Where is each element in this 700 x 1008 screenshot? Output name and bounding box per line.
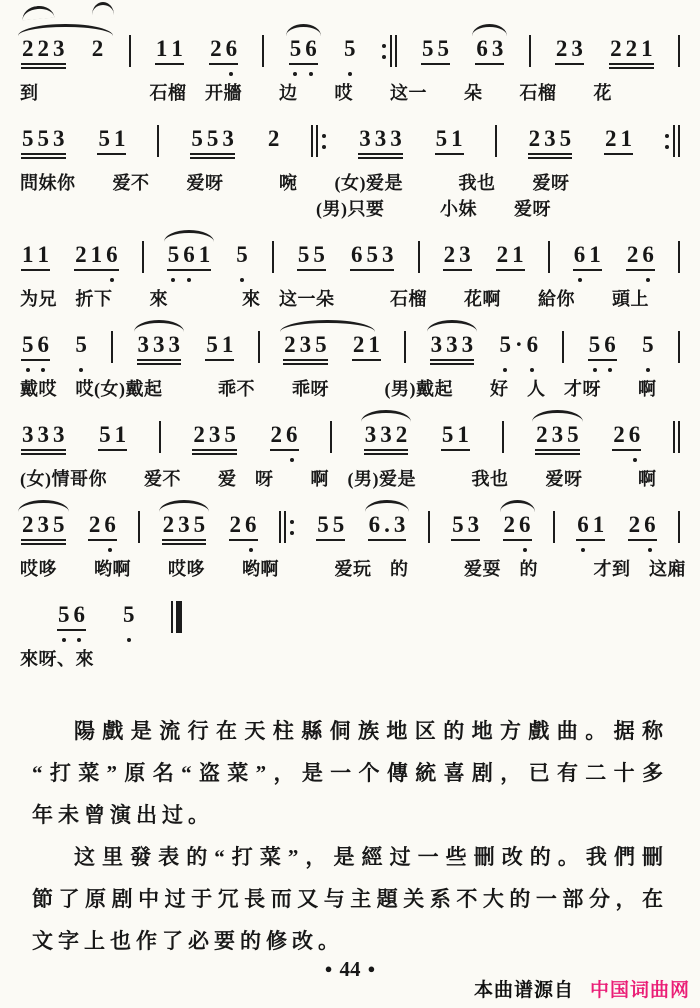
barline-stroke — [284, 511, 286, 543]
music-system — [16, 110, 684, 222]
note-group: 5 6 1 — [166, 242, 213, 268]
slur-icon — [532, 410, 583, 422]
note-group: 5 6 — [588, 332, 616, 357]
barline-stroke — [529, 35, 531, 67]
paragraph-line: 年未曾演出过。 — [32, 803, 214, 827]
repeat-dots-icon — [289, 512, 295, 542]
note-group: 2 3 5 — [282, 332, 329, 358]
lyrics-line: 來呀、來 — [20, 649, 94, 669]
note-group: 3 3 3 — [359, 126, 402, 151]
barline-stroke — [404, 331, 406, 363]
note-group: 5 6 — [288, 36, 319, 62]
music-system — [16, 226, 684, 312]
repeat-dots-icon — [664, 126, 670, 156]
barline — [157, 126, 159, 156]
note-group: 6 3 — [474, 36, 505, 62]
lyrics-line: 哎哆 哟啊 哎哆 哟啊 爱玩 的 爱耍 的 才到 这廂 — [20, 559, 686, 579]
notation-line — [16, 406, 684, 466]
slur-icon — [365, 500, 410, 512]
barline — [279, 512, 295, 542]
note-group: 2 3 5 — [193, 422, 236, 447]
note-group: 5 5 3 — [191, 126, 234, 151]
barline-stroke — [548, 241, 550, 273]
barline — [495, 126, 497, 156]
slur-icon — [18, 500, 69, 512]
barline-stroke — [678, 331, 680, 363]
barline-stroke — [390, 35, 392, 67]
page-number-value: 44 — [339, 957, 361, 981]
note-group: 2 1 — [605, 126, 633, 151]
note-group: 2 6 — [210, 36, 238, 61]
barline-stroke — [678, 241, 680, 273]
note-group: 5 1 — [99, 422, 127, 447]
note-group: 2 3 5 — [20, 512, 67, 538]
note-group: 5 — [343, 36, 356, 61]
score — [16, 20, 684, 672]
note-group: 5 — [236, 242, 248, 267]
barline-stroke — [553, 511, 555, 543]
note-group: 5 1 — [441, 422, 469, 447]
paragraph-line: 陽戲是流行在天柱縣侗族地区的地方戲曲。据称 — [74, 719, 668, 743]
slur-icon — [280, 320, 375, 332]
page-number-bullet: ● — [367, 961, 376, 976]
barline — [502, 422, 504, 452]
barline-stroke — [428, 511, 430, 543]
barline — [428, 512, 430, 542]
music-system — [16, 496, 684, 582]
watermark-site: 中国词曲网 — [589, 980, 690, 1001]
note-group: 2 3 — [555, 36, 583, 61]
barline-stroke — [157, 125, 159, 157]
note-group: 3 3 3 — [22, 422, 65, 447]
note-group: 5 — [642, 332, 654, 357]
repeat-dots-icon — [381, 36, 387, 66]
note-group: 5 5 — [422, 36, 450, 61]
note-group: 5 1 — [206, 332, 234, 357]
lyrics-line: 到 石榴 开牆 边 哎 这一 朵 石榴 花 — [20, 83, 612, 103]
lyrics-line: (女)情哥你 爱不 爱 呀 啊 (男)爱是 我也 爱呀 啊 — [20, 469, 657, 489]
barline-stroke — [678, 421, 680, 453]
paragraph-line: 这里發表的“打菜”，是經过一些刪改的。我們刪 — [74, 845, 668, 869]
barline-stroke — [272, 241, 274, 273]
barline-stroke — [159, 421, 161, 453]
barline — [673, 422, 680, 452]
slur-icon — [500, 500, 535, 512]
barline — [142, 242, 144, 272]
note-group: 2 6 — [613, 422, 641, 447]
barline — [311, 126, 327, 156]
barline-stroke — [111, 331, 113, 363]
barline — [129, 36, 131, 66]
notation-line — [16, 496, 684, 556]
note-group: 5 · 6 — [499, 332, 539, 357]
slur-icon — [427, 320, 478, 332]
note-group: 5 1 — [98, 126, 126, 151]
barline — [138, 512, 140, 542]
paragraph-line: 節了原剧中过于冗長而又与主題关系不大的一部分，在 — [32, 887, 668, 911]
notation-line — [16, 110, 684, 170]
barline-stroke — [330, 421, 332, 453]
note-group: 3 3 2 — [363, 422, 410, 448]
note-group: 6 . 3 — [367, 512, 408, 538]
music-system — [16, 586, 684, 672]
note-group: 2 6 — [626, 242, 654, 267]
barline-stroke — [142, 241, 144, 273]
barline — [381, 36, 397, 66]
repeat-dots-icon — [321, 126, 327, 156]
lyrics-line: (男)只要 小妹 爱呀 — [20, 199, 551, 219]
note-group: 2 6 — [628, 512, 656, 537]
note-group: 2 1 6 — [75, 242, 118, 267]
paragraph-line: “打菜”原名“盗菜”，是一个傳統喜剧，已有二十多 — [32, 761, 668, 785]
barline-stroke — [678, 35, 680, 67]
barline — [678, 512, 680, 542]
barline — [418, 242, 420, 272]
barline-stroke — [129, 35, 131, 67]
slur-icon — [134, 320, 185, 332]
slur-icon — [361, 410, 412, 422]
barline — [262, 36, 264, 66]
page-number-bullet: ● — [324, 961, 333, 976]
barline — [404, 332, 406, 362]
note-group: 2 1 — [352, 332, 380, 357]
barline-stroke — [279, 511, 281, 543]
note-group: 1 1 — [22, 242, 49, 267]
note-group: 2 3 5 — [528, 126, 572, 151]
note-group: 2 6 — [88, 512, 116, 537]
note-group: 2 3 5 — [534, 422, 581, 448]
note-group: 5 — [123, 602, 135, 627]
notes-paragraphs — [16, 710, 684, 962]
paragraph-line: 文字上也作了必要的修改。 — [32, 929, 344, 953]
slur-icon — [159, 500, 210, 512]
barline-stroke — [138, 511, 140, 543]
note-group: 2 3 — [443, 242, 471, 267]
barline — [159, 422, 161, 452]
barline-stroke — [262, 35, 264, 67]
barline — [553, 512, 555, 542]
barline — [330, 422, 332, 452]
barline-stroke — [311, 125, 313, 157]
barline-stroke — [176, 601, 182, 633]
paragraph — [32, 710, 668, 836]
barline-stroke — [562, 331, 564, 363]
lyrics-line: 問妹你 爱不 爱呀 啘 (女)爱是 我也 爱呀 — [20, 173, 570, 193]
music-system — [16, 406, 684, 492]
slur-fragment-icon — [92, 2, 114, 15]
barline — [171, 602, 182, 632]
notation-line — [16, 20, 684, 80]
note-group: 5 5 — [317, 512, 345, 537]
music-system — [16, 20, 684, 106]
barline-stroke — [495, 125, 497, 157]
slur-fragment-icon — [21, 5, 54, 21]
barline-stroke — [171, 601, 173, 633]
barline-stroke — [673, 125, 675, 157]
note-group: 2 2 1 — [610, 36, 653, 61]
barline-stroke — [678, 511, 680, 543]
note-group: 5 — [75, 332, 87, 357]
note-group: 5 6 — [22, 332, 49, 357]
note-group: 1 1 — [155, 36, 183, 61]
barline-stroke — [395, 35, 397, 67]
barline-stroke — [502, 421, 504, 453]
note-group: 2 — [91, 36, 104, 61]
barline — [548, 242, 550, 272]
barline — [529, 36, 531, 66]
barline — [678, 332, 680, 362]
note-group: 5 6 — [58, 602, 85, 627]
note-group: 5 3 — [452, 512, 480, 537]
note-group: 3 3 3 — [429, 332, 476, 358]
note-group: 6 1 — [577, 512, 605, 537]
barline-stroke — [316, 125, 318, 157]
note-group: 2 6 — [502, 512, 533, 538]
barline — [272, 242, 274, 272]
note-group: 2 1 — [496, 242, 524, 267]
note-group: 2 6 — [229, 512, 257, 537]
barline — [678, 36, 680, 66]
slur-icon — [286, 24, 321, 36]
note-group: 2 3 5 — [161, 512, 208, 538]
note-group: 2 2 3 — [20, 36, 67, 62]
note-group: 6 1 — [573, 242, 601, 267]
watermark — [474, 975, 690, 1002]
note-group: 5 5 — [297, 242, 325, 267]
notation-line — [16, 226, 684, 286]
note-group: 5 5 3 — [22, 126, 65, 151]
watermark-prefix: 本曲谱源自 — [473, 980, 574, 1001]
barline-stroke — [418, 241, 420, 273]
music-system — [16, 316, 684, 402]
slur-icon — [164, 230, 215, 242]
slur-icon — [472, 24, 507, 36]
notation-line — [16, 316, 684, 376]
paragraph — [32, 836, 668, 962]
lyrics-line: 戴哎 哎(女)戴起 乖不 乖呀 (男)戴起 好 人 才呀 啊 — [20, 379, 657, 399]
lyrics-line: 为兄 折下 來 來 这一朵 石榴 花啊 給你 頭上 — [20, 289, 649, 309]
note-group: 5 1 — [435, 126, 463, 151]
barline-stroke — [678, 125, 680, 157]
barline-stroke — [673, 421, 675, 453]
note-group: 2 — [267, 126, 280, 151]
barline — [562, 332, 564, 362]
notation-line — [16, 586, 684, 646]
barline — [258, 332, 260, 362]
barline — [111, 332, 113, 362]
slur-icon — [18, 24, 113, 36]
note-group: 3 3 3 — [136, 332, 183, 358]
note-group: 6 5 3 — [350, 242, 394, 267]
barline-stroke — [258, 331, 260, 363]
note-group: 2 6 — [270, 422, 298, 447]
barline — [664, 126, 680, 156]
barline — [678, 242, 680, 272]
